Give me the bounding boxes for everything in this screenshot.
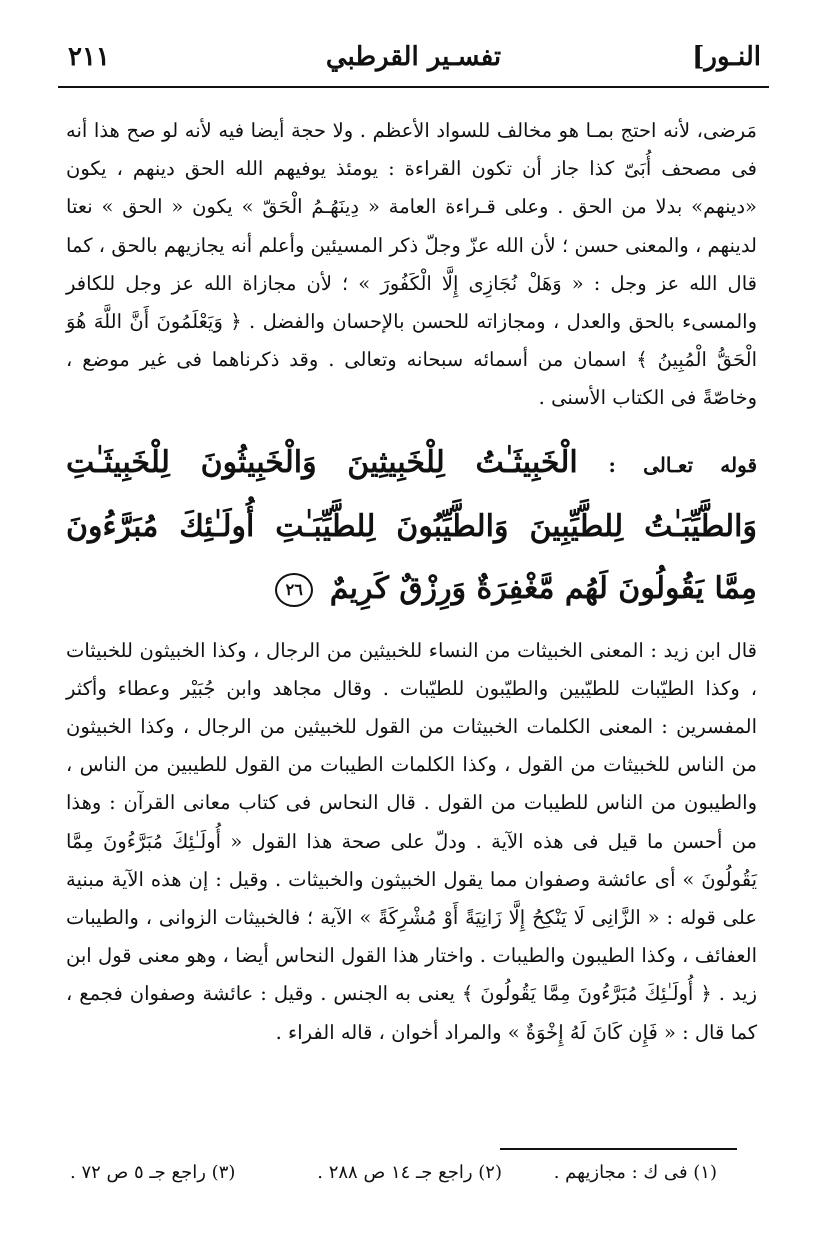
footnote-3: (٣) راجع جـ ٥ ص ٧٢ . xyxy=(70,1162,236,1183)
ayah-number-marker: ٢٦ xyxy=(275,573,313,607)
footnote-rule xyxy=(500,1148,737,1150)
book-title: تفسـير القرطبي xyxy=(325,42,502,72)
page-header xyxy=(60,38,767,82)
footnote-1: (١) فى ك : مجازيهم . xyxy=(553,1162,717,1183)
page-number: ٢١١ xyxy=(68,42,110,72)
header-rule xyxy=(58,86,769,88)
footnote-2: (٢) راجع جـ ١٤ ص ٢٨٨ . xyxy=(317,1162,502,1183)
main-text xyxy=(66,112,757,1052)
paragraph-commentary-2: قال ابن زيد : المعنى الخبيثات من النساء للخبيثين من الرجال ، وكذا الخبيثون للخبيثات ، وكذا الطيّبات للطيّبين والطيّبون للطيّبات . وقال مجاهد وابن جُبَيْر وعطاء وأكثر المفسرين : المعنى الكلمات الخبيثات من القول للخبيثين من الرجال ، وكذا الخبيثون من الناس للخبيثات من القول ، وكذا الكلمات الطيبات من القول للطيبين من الناس ، والطيبون من الناس للطيبات من القول . قال النحاس فى كتاب معانى القرآن : وهذا من أحسن ما قيل فى هذه الآية . ودلّ على صحة هذا القول « أُولَـٰئِكَ مُبَرَّءُونَ مِمَّا يَقُولُونَ » أى عائشة وصفوان مما يقول الخبيثون والخبيثات . وقيل : إن هذه الآية مبنية على قوله : « الزَّانِى لَا يَنْكِحُ إِلَّا زَانِيَةً أَوْ مُشْرِكَةً » الآية ؛ فالخبيثات الزوانى ، والطيبات العفائف ، وكذا الطيبون والطيبات . واختار هذا القول النحاس أيضا ، وهو معنى قول ابن زيد . ﴿ أُولَـٰئِكَ مُبَرَّءُونَ مِمَّا يَقُولُونَ ﴾ يعنى به الجنس . وقيل : عائشة وصفوان فجمع ، كما قال : « فَإِن كَانَ لَهُ إِخْوَةٌ » والمراد أخوان ، قاله الفراء . xyxy=(66,638,757,1044)
verse-lead: قوله تعـالى : xyxy=(608,452,758,477)
surah-name: النـور] xyxy=(692,42,761,72)
quran-verse-block xyxy=(66,432,757,620)
footnotes xyxy=(70,1158,717,1198)
verse-text: الْخَبِيثَـٰتُ لِلْخَبِيثِينَ وَالْخَبِيثُونَ لِلْخَبِيثَـٰتِ وَالطَّيِّبَـٰتُ لِلطَّيِّبِينَ وَالطَّيِّبُونَ لِلطَّيِّبَـٰتِ أُولَـٰئِكَ مُبَرَّءُونَ مِمَّا يَقُولُونَ لَهُم مَّغْفِرَةٌ وَرِزْقٌ كَرِيمٌ xyxy=(66,444,757,606)
paragraph-commentary-1: مَرضى، لأنه احتج بمـا هو مخالف للسواد الأعظم . ولا حجة أيضا فيه لأنه لو صح هذا أنه فى مصحف أُبَىّ كذا جاز أن تكون القراءة : يومئذ يوفيهم الله الحق دينهم ، يكون «دينهم» بدلا من الحق . وعلى قـراءة العامة « دِينَهُـمُ الْحَقّ » يكون « الحق » نعتا لدينهم ، والمعنى حسن ؛ لأن الله عزّ وجلّ ذكر المسيئين وأعلم أنه يجازيهم بالحق ، كما قال الله عز وجل : « وَهَلْ نُجَازِى إِلَّا الْكَفُورَ » ؛ لأن مجازاة الله عز وجل للكافر والمسىء بالحق والعدل ، ومجازاته للحسن بالإحسان والفضل . ﴿ وَيَعْلَمُونَ أَنَّ اللَّهَ هُوَ الْحَقُّ الْمُبِينُ ﴾ اسمان من أسمائه سبحانه وتعالى . وقد ذكرناهما فى غير موضع ، وخاصّةً فى الكتاب الأسنى . xyxy=(66,119,757,410)
